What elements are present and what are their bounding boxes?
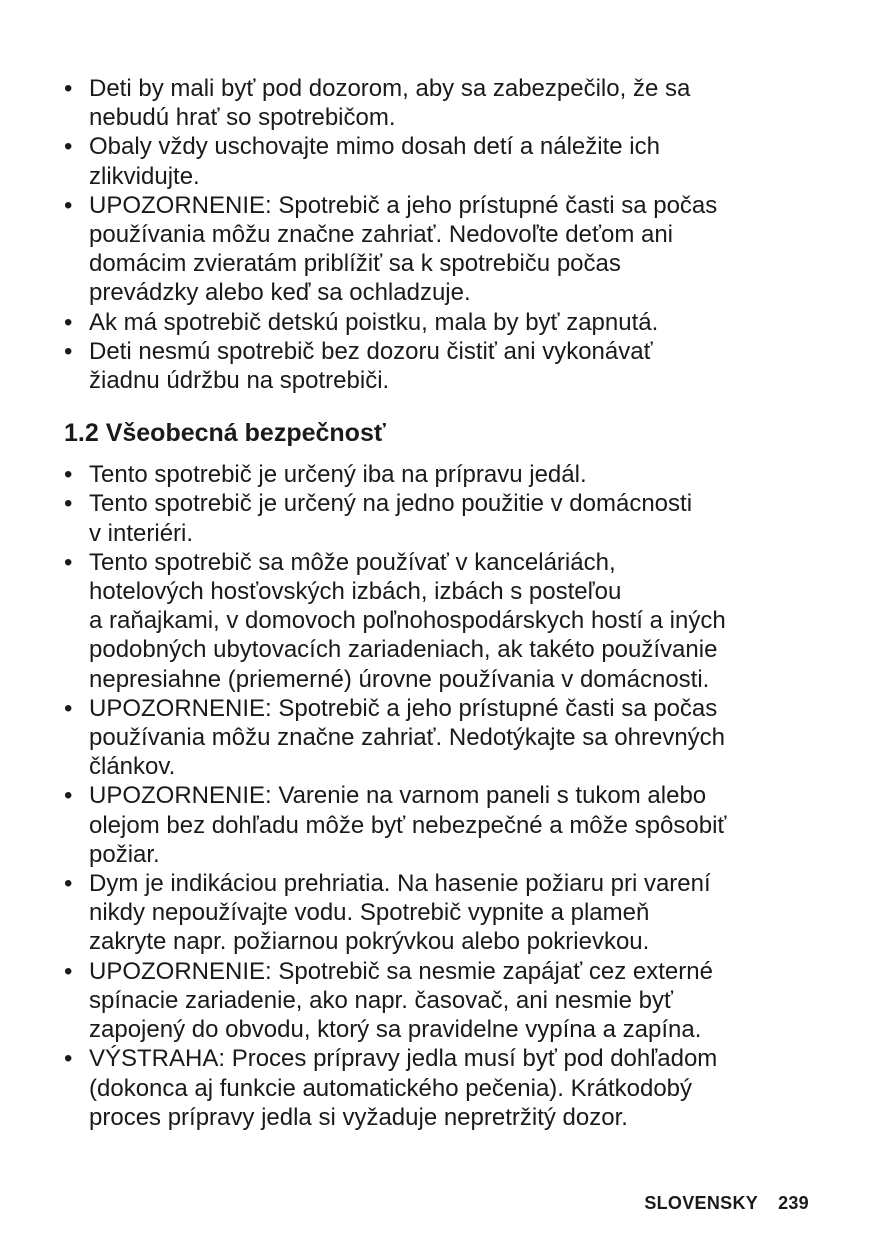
list-item <box>64 337 824 395</box>
list-item-text: Ak má spotrebič detskú poistku, mala by byť zapnutá. <box>89 308 659 336</box>
footer-language: SLOVENSKY <box>644 1193 759 1213</box>
bullet-icon: • <box>64 191 73 219</box>
bullet-icon: • <box>64 870 73 898</box>
list-item <box>64 489 824 547</box>
list-item-text: Dym je indikáciou prehriatia. Na hasenie požiaru pri varení nikdy nepoužívajte vodu. Spotrebič vypnite a plameň zakryte napr. požiarnou pokrývkou alebo pokrievkou. <box>89 870 711 956</box>
bullet-icon: • <box>64 490 73 518</box>
bullet-icon: • <box>64 1045 73 1073</box>
page-number: 239 <box>778 1193 809 1213</box>
list-item <box>64 869 824 957</box>
list-item-text: UPOZORNENIE: Spotrebič sa nesmie zapájať cez externé spínacie zariadenie, ako napr. časovač, ani nesmie byť zapojený do obvodu, ktorý sa pravidelne vypína a zapína. <box>89 957 713 1044</box>
document-page <box>64 74 824 1132</box>
list-item-text: VÝSTRAHA: Proces prípravy jedla musí byť pod dohľadom (dokonca aj funkcie automatického pečenia). Krátkodobý proces prípravy jedla si vyžaduje nepretržitý dozor. <box>89 1045 718 1131</box>
list-item-text: UPOZORNENIE: Varenie na varnom paneli s tukom alebo olejom bez dohľadu môže byť nebezpečné a môže spôsobiť požiar. <box>89 782 727 868</box>
bullet-icon: • <box>64 782 73 810</box>
list-item-text: Tento spotrebič je určený iba na prípravu jedál. <box>89 461 587 489</box>
bullet-icon: • <box>64 75 73 102</box>
list-item <box>64 548 824 694</box>
bullet-icon: • <box>64 337 73 365</box>
list-item <box>64 781 824 869</box>
list-item <box>64 1044 824 1132</box>
list-item <box>64 694 824 782</box>
list-item <box>64 308 824 337</box>
list-item-text: UPOZORNENIE: Spotrebič a jeho prístupné časti sa počas používania môžu značne zahriať. Nedotýkajte sa ohrevných článkov. <box>89 694 726 781</box>
list-item-text: Tento spotrebič je určený na jedno použitie v domácnosti v interiéri. <box>89 490 693 547</box>
bullet-icon: • <box>64 548 73 576</box>
list-item-text: Obaly vždy uschovajte mimo dosah detí a náležite ich zlikvidujte. <box>89 133 660 190</box>
bullet-icon: • <box>64 308 73 336</box>
list-item-text: Deti nesmú spotrebič bez dozoru čistiť ani vykonávať žiadnu údržbu na spotrebiči. <box>89 337 653 395</box>
general-safety-list <box>64 460 824 1132</box>
list-item <box>64 132 824 190</box>
list-item-text: Tento spotrebič sa môže používať v kanceláriách, hotelových hosťovských izbách, izbách s posteľou a raňajkami, v domovoch poľnohospodárskych hostí a iných podobných ubytovacích zariadeniach, ak takéto používanie nepresiahne (priemerné) úrovne používania v domácnosti. <box>89 548 726 693</box>
list-item <box>64 74 824 132</box>
bullet-icon: • <box>64 461 73 489</box>
list-item <box>64 191 824 308</box>
bullet-icon: • <box>64 957 73 985</box>
child-safety-list <box>64 74 824 395</box>
list-item <box>64 957 824 1045</box>
list-item-text: UPOZORNENIE: Spotrebič a jeho prístupné časti sa počas používania môžu značne zahriať. Nedovoľte deťom ani domácim zvieratám priblížiť sa k spotrebiču počas prevádzky alebo keď sa ochladzuje. <box>89 191 718 307</box>
bullet-icon: • <box>64 133 73 161</box>
bullet-icon: • <box>64 694 73 722</box>
page-footer <box>644 1193 809 1214</box>
section-title: 1.2 Všeobecná bezpečnosť <box>64 419 386 448</box>
list-item-text: Deti by mali byť pod dozorom, aby sa zabezpečilo, že sa nebudú hrať so spotrebičom. <box>89 75 691 132</box>
list-item <box>64 460 824 489</box>
